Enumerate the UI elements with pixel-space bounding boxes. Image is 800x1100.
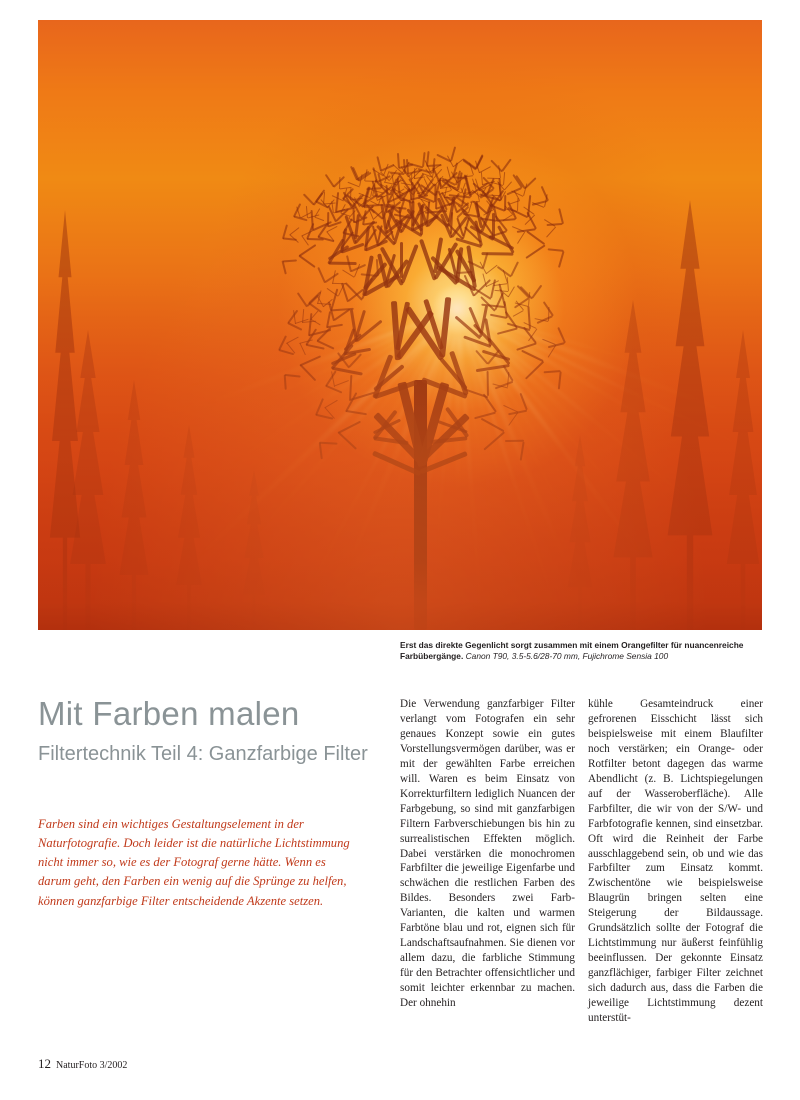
backlit-tree-orange-filter-photo <box>38 20 762 630</box>
body-text: kühle Gesamteindruck einer gefrorenen Eisschicht lässt sich beispielsweise mit einem Blaufilter noch verstärken; ein Orange- oder Rotfilter betont dagegen das warme Abendlicht (z. B. Lichtspiegelungen auf der Wasseroberfläche). Alle Farbfilter, die wir von der S/W- und Farbfotografie kennen, sind einsetzbar. Oft wird die Reinheit der Farbe ausschlaggebend sein, ob und wie das Farbfilter zum Einsatz kommt. Zwischentöne wie beispielsweise Blaugrün bringen selten eine Steigerung der Bildaussage. Grundsätzlich sollte der Fotograf die Lichtstimmung nur äußerst feinfühlig beeinflussen. Der gekonnte Einsatz ganzflächiger, farbiger Filter zeichnet sich dadurch aus, dass die Farben die jeweilige Lichtstimmung dezent unterstüt- <box>588 698 763 1025</box>
photo-mist-overlay <box>38 20 762 630</box>
page-footer <box>38 1056 127 1072</box>
article-headline-block <box>38 695 378 766</box>
page-title: Mit Farben malen <box>38 695 300 732</box>
publication-issue: NaturFoto 3/2002 <box>56 1060 128 1071</box>
article-lead-paragraph: Farben sind ein wichtiges Gestaltungselement in der Naturfotografie. Doch leider ist die natürliche Lichtstimmung nicht immer so, wie es der Fotograf gerne hätte. Wenn es darum geht, den Farben ein wenig auf die Sprünge zu helfen, können ganzfarbige Filter entscheidende Akzente setzen. <box>38 817 350 908</box>
caption-technical-data: Canon T90, 3.5-5.6/28-70 mm, Fujichrome Sensia 100 <box>465 651 669 662</box>
body-text: Die Verwendung ganzfarbiger Filter verlangt vom Fotografen ein sehr genaues Konzept sowie ein gutes Vorstellungsvermögen darüber, was er mit der gewählten Farbe erreichen will. Waren es beim Einsatz von Korrekturfiltern lediglich Nuancen der Farbgebung, so sind mit ganzfarbigen Filtern Farbverschiebungen bis hin zu surrealistischen Effekten möglich. Dabei verstärken die monochromen Farbfilter die jeweilige Eigenfarbe und schwächen die restlichen Farben des Bildes. Besonders zwei Farb-Varianten, die kalten und warmen Farbtöne blau und rot, eignen sich für Landschaftsaufnahmen. Sie dienen vor allem dazu, die farbliche Stimmung für den Betrachter offensichtlicher und somit leichter erkennbar zu machen. Der ohnehin <box>400 698 575 1010</box>
body-column-3 <box>588 697 763 1026</box>
article-subtitle: Filtertechnik Teil 4: Ganzfarbige Filter <box>38 743 368 765</box>
photo-caption <box>400 640 762 663</box>
body-column-2 <box>400 697 575 1011</box>
page-number: 12 <box>38 1056 51 1071</box>
caption-text: Erst das direkte Gegenlicht sorgt zusammen mit einem Orangefilter für nuancenreiche Farbübergänge. <box>400 640 744 662</box>
